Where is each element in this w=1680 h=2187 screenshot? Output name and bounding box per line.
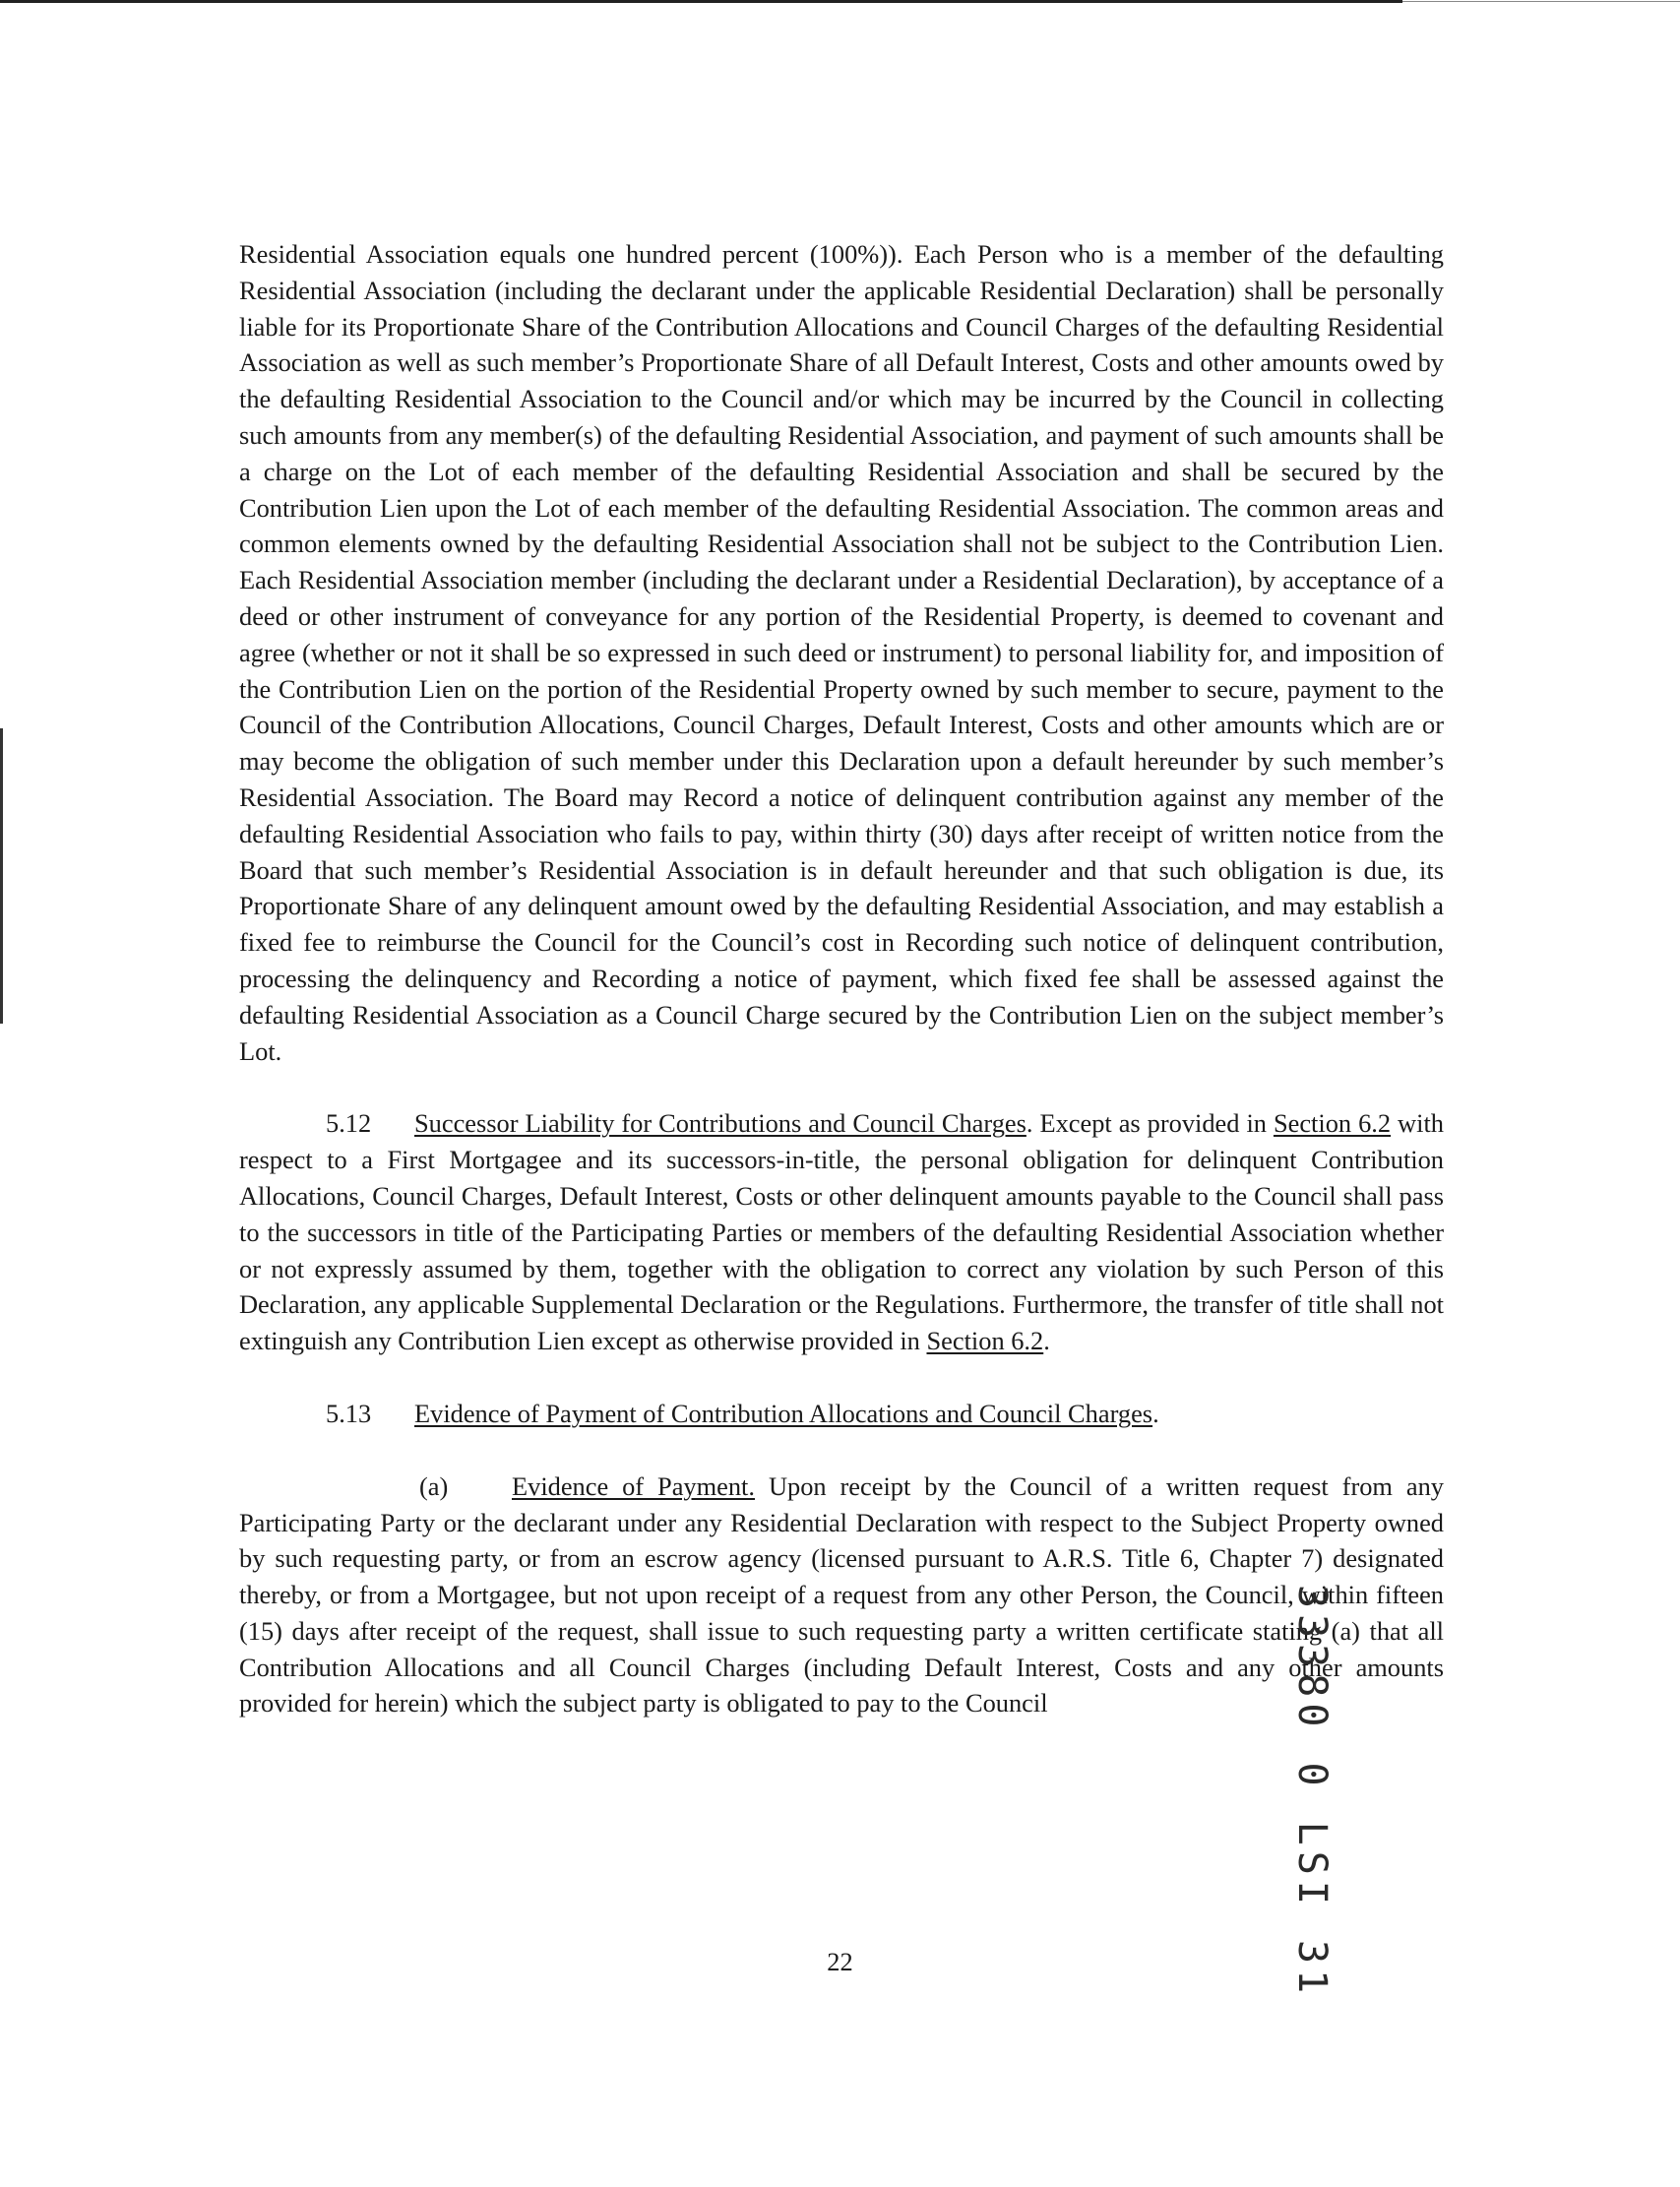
section-number: 5.13 (326, 1398, 372, 1428)
continuation-text: Residential Association equals one hundred percent (100%)). Each Person who is a member of the defaulting Residential Association (including the declarant under the applicable Residential Declaration) shall be personally liable for its Proportionate Share of the Contribution Allocations and Council Charges of the defaulting Residential Association as well as such member’s Proportionate Share of all Default Interest, Costs and other amounts owed by the defaulting Residential Association to the Council and/or which may be incurred by the Council in collecting such amounts from any member(s) of the defaulting Residential Association, and payment of such amounts shall be a charge on the Lot of each member of the defaulting Residential Association and shall be secured by the Contribution Lien upon the Lot of each member of the defaulting Residential Association. The common areas and common elements owned by the defaulting Residential Association shall not be subject to the Contribution Lien. Each Residential Association member (including the declarant under a Residential Declaration), by acceptance of a deed or other instrument of conveyance for any portion of the Residential Property, is deemed to covenant and agree (whether or not it shall be so expressed in such deed or instrument) to personal liability for, and imposition of the Contribution Lien on the portion of the Residential Property owned by such member to secure, payment to the Council of the Contribution Allocations, Council Charges, Default Interest, Costs and other amounts which are or may become the obligation of such member under this Declaration upon a default hereunder by such member’s Residential Association. The Board may Record a notice of delinquent contribution against any member of the defaulting Residential Association who fails to pay, within thirty (30) days after receipt of written notice from the Board that such member’s Residential Association is in default hereunder and that such obligation is due, its Proportionate Share of any delinquent amount owed by the defaulting Residential Association, and may establish a fixed fee to reimburse the Council for the Council’s cost in Recording such notice of delinquent contribution, processing the delinquency and Recording a notice of payment, which fixed fee shall be assessed against the defaulting Residential Association as a Council Charge secured by the Contribution Lien on the subject member’s Lot. (239, 239, 1444, 1066)
section-5-12-paragraph (239, 1105, 1444, 1359)
section-text-part-b: with respect to a First Mortgagee and its successors-in-title, the personal obligation for delinquent Contribution Allocations, Council Charges, Default Interest, Costs or other delinquent amounts payable to the Council shall pass to the successors in title of the Participating Parties or members of the defaulting Residential Association whether or not expressly assumed by them, together with the obligation to correct any violation by such Person of this Declaration, any applicable Supplemental Declaration or the Regulations. Furthermore, the transfer of title shall not extinguish any Contribution Lien except as otherwise provided in (239, 1108, 1444, 1356)
section-text-part-a: Except as provided in (1032, 1108, 1274, 1139)
section-title: Successor Liability for Contributions and Council Charges (414, 1108, 1027, 1139)
section-number: 5.12 (326, 1108, 372, 1139)
scan-left-edge-mark (0, 728, 3, 1024)
section-reference-link: Section 6.2 (926, 1326, 1044, 1356)
section-text-part-c: . (1043, 1326, 1050, 1356)
section-title-period: . (1026, 1108, 1033, 1139)
document-page (239, 236, 1444, 1721)
subsection-text: Upon receipt by the Council of a written request from any Participating Party or the declarant under any Residential Declaration with respect to the Subject Property owned by such requesting party, or from an escrow agency (licensed pursuant to A.R.S. Title 6, Chapter 7) designated thereby, or from a Mortgagee, but not upon receipt of a request from any other Person, the Council, within fifteen (15) days after receipt of the request, shall issue to such requesting party a written certificate stating (a) that all Contribution Allocations and all Council Charges (including Default Interest, Costs and any other amounts provided for herein) which the subject party is obligated to pay to the Council (239, 1470, 1445, 1718)
subsection-title: Evidence of Payment. (512, 1470, 755, 1501)
section-reference-link: Section 6.2 (1273, 1108, 1392, 1139)
section-title: Evidence of Payment of Contribution Allocations and Council Charges (414, 1398, 1153, 1428)
recording-number-stamp: 33380 0 LSI 31 (1289, 1585, 1335, 2000)
subsection-label: (a) (419, 1470, 449, 1501)
section-title-period: . (1152, 1398, 1159, 1428)
continuation-paragraph (239, 236, 1444, 1069)
scan-top-border-faint (1402, 1, 1680, 2)
scan-top-border (0, 0, 1402, 3)
section-5-13-heading (239, 1396, 1444, 1432)
page-number: 22 (827, 1947, 853, 1976)
section-5-13-a-paragraph (239, 1468, 1444, 1722)
